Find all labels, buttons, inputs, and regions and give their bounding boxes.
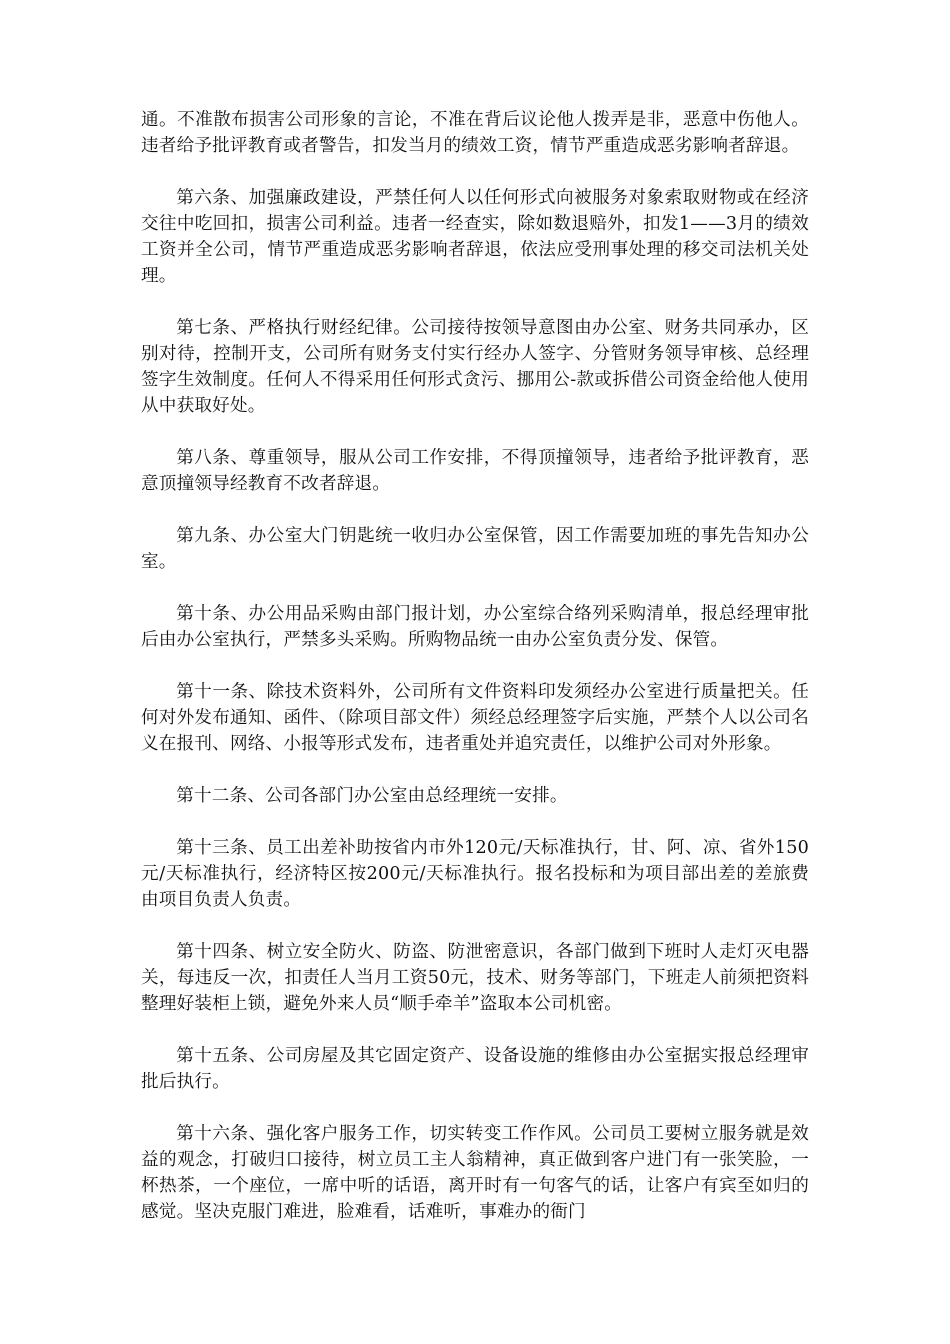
- paragraph-article-10: 第十条、办公用品采购由部门报计划，办公室综合络列采购清单，报总经理审批后由办公室执行，严禁多头采购。所购物品统一由办公室负责分发、保管。: [141, 604, 809, 650]
- paragraph-article-11: 第十一条、除技术资料外，公司所有文件资料印发须经办公室进行质量把关。任何对外发布通知、函件、（除项目部文件）须经总经理签字后实施，严禁个人以公司名义在报刊、网络、小报等形式发布，违者重处并追究责任，以维护公司对外形象。: [141, 682, 809, 754]
- paragraph-article-7: 第七条、严格执行财经纪律。公司接待按领导意图由办公室、财务共同承办，区别对待，控制开支，公司所有财务支付实行经办人签字、分管财务领导审核、总经理签字生效制度。任何人不得采用任何形式贪污、挪用公-款或拆借公司资金给他人使用从中获取好处。: [141, 318, 809, 416]
- paragraph-article-15: 第十五条、公司房屋及其它固定资产、设备设施的维修由办公室据实报总经理审批后执行。: [141, 1046, 809, 1092]
- paragraph-article-13: 第十三条、员工出差补助按省内市外120元/天标准执行，甘、阿、凉、省外150元/天标准执行，经济特区按200元/天标准执行。报名投标和为项目部出差的差旅费由项目负责人负责。: [141, 838, 809, 910]
- paragraph-article-14: 第十四条、树立安全防火、防盗、防泄密意识，各部门做到下班时人走灯灭电器关，每违反一次，扣责任人当月工资50元，技术、财务等部门，下班走人前须把资料整理好装柜上锁，避免外来人员“顺手牵羊”盗取本公司机密。: [141, 942, 809, 1014]
- paragraph-article-9: 第九条、办公室大门钥匙统一收归办公室保管，因工作需要加班的事先告知办公室。: [141, 526, 809, 572]
- paragraph-1: 通。不准散布损害公司形象的言论，不准在背后议论他人拨弄是非，恶意中伤他人。违者给予批评教育或者警告，扣发当月的绩效工资，情节严重造成恶劣影响者辞退。: [141, 110, 809, 156]
- paragraph-article-8: 第八条、尊重领导，服从公司工作安排，不得顶撞领导，违者给予批评教育，恶意顶撞领导经教育不改者辞退。: [141, 448, 809, 494]
- paragraph-article-12: 第十二条、公司各部门办公室由总经理统一安排。: [176, 786, 568, 806]
- paragraph-article-6: 第六条、加强廉政建设，严禁任何人以任何形式向被服务对象索取财物或在经济交往中吃回扣，损害公司利益。违者一经查实，除如数退赔外，扣发1——3月的绩效工资并全公司，情节严重造成恶劣影响者辞退，依法应受刑事处理的移交司法机关处理。: [141, 188, 809, 286]
- document-page: [141, 107, 809, 1251]
- paragraph-article-16: 第十六条、强化客户服务工作，切实转变工作作风。公司员工要树立服务就是效益的观念，打破归口接待，树立员工主人翁精神，真正做到客户进门有一张笑脸，一杯热茶，一个座位，一席中听的话语，离开时有一句客气的话，让客户有宾至如归的感觉。坚决克服门难进，脸难看，话难听，事难办的衙门: [141, 1124, 809, 1222]
